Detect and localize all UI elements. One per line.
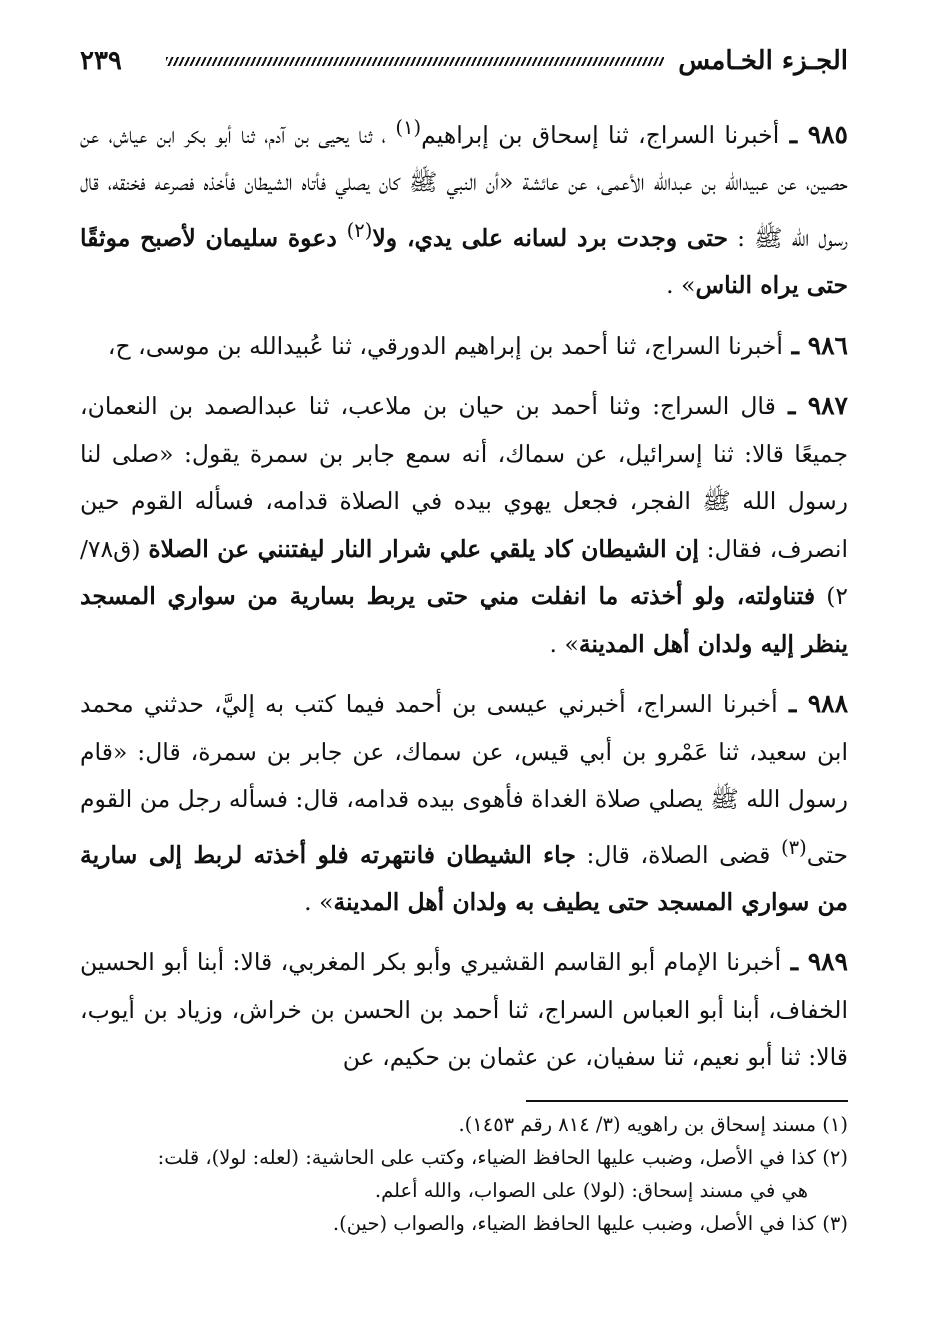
entry-text: أخبرنا السراج، ثنا أحمد بن إبراهيم الدورقي، ثنا عُبيدالله بن موسى، ح، — [107, 331, 783, 360]
footnote-text: كذا في الأصل، وضبب عليها الحافظ الضياء، وكتب على الحاشية: (لعله: لولا)، قلت: — [157, 1146, 817, 1169]
footnote-text: كذا في الأصل، وضبب عليها الحافظ الضياء، والصواب (حين). — [332, 1212, 817, 1235]
entry-text: قضى الصلاة، قال: — [575, 840, 781, 869]
hadith-entry: ٩٨٧ ـ قال السراج: وثنا أحمد بن حيان بن ملاعب، ثنا عبدالصمد بن النعمان، جميعًا قالا: ثنا إسرائيل، عن سماك، أنه سمع جابر بن سمرة يقول: «صلى لنا رسول الله ﷺ الفجر، فجعل يهوي بيده في الصلاة قدامه، فسأله القوم حين انصرف، فقال: إن الشيطان كاد يلقي علي شرار النار ليفتنني عن الصلاة (ق٧٨/ ٢) فتناولته، ولو أخذته ما انفلت مني حتى يربط بسارية من سواري المسجد ينظر إليه ولدان أهل المدينة» . — [80, 391, 848, 658]
entry-number: ٩٨٥ — [807, 119, 848, 149]
footnotes — [80, 1108, 848, 1240]
hadith-matn: إن الشيطان كاد يلقي علي شرار النار ليفتنني عن الصلاة — [148, 534, 699, 563]
footnote-mark: (٢) — [822, 1146, 848, 1169]
page-header — [80, 40, 848, 82]
footnote-mark: (٣) — [822, 1212, 848, 1235]
footnote-continuation: هي في مسند إسحاق: (لولا) على الصواب، والله أعلم. — [374, 1179, 808, 1202]
footnote — [80, 1207, 848, 1240]
hadith-matn: حتى وجدت برد لسانه على يدي، ولا — [372, 223, 729, 252]
page-number: ٢٣٩ — [80, 46, 122, 76]
entry-text: » . — [549, 629, 579, 658]
footnote-text: مسند إسحاق بن راهويه (٣/ ٨١٤ رقم ١٤٥٣). — [458, 1113, 817, 1136]
hadith-entry: ٩٨٥ ـ أخبرنا السراج، ثنا إسحاق بن إبراهيم$^{(١)}$ ، ثنا يحيى بن آدم، ثنا أبو بكر ابن عياش، عن حصين، عن عبيدالله بن عبدالله الأعمى، عن عائشة «أن النبي ﷺ كان يصلي فأتاه الشيطان فأخذه فصرعه فخنقه، قال رسول الله ﷺ : حتى وجدت برد لسانه على يدي، ولا$^{(٢)}$ دعوة سليمان لأصبح موثقًا حتى يراه الناس» . — [80, 116, 848, 300]
footnote — [80, 1108, 848, 1141]
footnote — [80, 1141, 848, 1174]
entry-text: قال السراج: وثنا أحمد بن حيان بن ملاعب، ثنا عبدالصمد بن النعمان، جميعًا قالا: ثنا إسرائيل، عن سماك، أنه سمع جابر بن سمرة يقول: «صلى لنا رسول الله ﷺ الفجر، فجعل يهوي بيده في الصلاة قدامه، فسأله القوم حين انصرف، فقال: — [80, 392, 848, 563]
manuscript-folio-ref: (ق٧٨/ ٢) — [80, 534, 848, 611]
entry-text: ، ثنا يحيى بن آدم، ثنا أبو بكر ابن عياش، عن حصين، عن عبيدالله بن عبدالله الأعمى، عن عائشة «أن النبي ﷺ كان يصلي فأتاه الشيطان فأخذه فصرعه فخنقه، قال رسول الله ﷺ : — [80, 120, 848, 252]
volume-title: الجـزء الخـامس — [678, 46, 848, 76]
entry-text: » . — [304, 887, 334, 916]
hadith-entry: ٩٨٨ ـ أخبرنا السراج، أخبرني عيسى بن أحمد فيما كتب به إليَّ، حدثني محمد ابن سعيد، ثنا عَمْرو بن أبي قيس، عن سماك، عن جابر بن سمرة، قال: «قام رسول الله ﷺ يصلي صلاة الغداة فأهوى بيده قدامه، قال: فسأله رجل من القوم حتى$^{(٣)}$ قضى الصلاة، قال: جاء الشيطان فانتهرته فلو أخذته لربط إلى سارية من سواري المسجد حتى يطيف به ولدان أهل المدينة» . — [80, 689, 849, 916]
entry-number: ٩٨٧ — [807, 391, 848, 421]
entry-text: أخبرنا السراج، أخبرني عيسى بن أحمد فيما كتب به إليَّ، حدثني محمد ابن سعيد، ثنا عَمْرو بن أبي قيس، عن سماك، عن جابر بن سمرة، قال: «قام رسول الله ﷺ يصلي صلاة الغداة فأهوى بيده قدامه، قال: فسأله رجل من القوم حتى — [80, 690, 848, 869]
hadith-matn: دعوة سليمان لأصبح موثقًا حتى يراه الناس — [80, 223, 848, 300]
footnote-mark: (١) — [822, 1113, 848, 1136]
hadith-matn: فتناولته، ولو أخذته ما انفلت مني حتى يربط بسارية من سواري المسجد ينظر إليه ولدان أهل المدينة — [80, 582, 848, 658]
footnote-ref[interactable]: (٣) — [780, 835, 807, 859]
main-text — [80, 104, 848, 1094]
entry-number: ٩٨٩ — [807, 947, 848, 977]
footnote-separator — [526, 1100, 848, 1102]
footnote-ref[interactable]: (١) — [395, 116, 422, 139]
entry-text: أخبرنا الإمام أبو القاسم القشيري وأبو بكر المغربي، قالا: أبنا أبو الحسين الخفاف، أبنا أبو العباس السراج، ثنا أحمد بن الحسن بن خراش، وزياد بن أيوب، قالا: ثنا أبو نعيم، ثنا سفيان، عن عثمان بن حكيم، عن — [80, 948, 848, 1072]
hadith-entry: ٩٨٦ ـ أخبرنا السراج، ثنا أحمد بن إبراهيم الدورقي، ثنا عُبيدالله بن موسى، ح، — [107, 330, 848, 360]
hadith-entry: ٩٨٩ ـ أخبرنا الإمام أبو القاسم القشيري وأبو بكر المغربي، قالا: أبنا أبو الحسين الخفاف، أبنا أبو العباس السراج، ثنا أحمد بن الحسن بن خراش، وزياد بن أيوب، قالا: ثنا أبو نعيم، ثنا سفيان، عن عثمان بن حكيم، عن — [80, 947, 848, 1072]
hadith-matn: جاء الشيطان فانتهرته فلو أخذته لربط إلى سارية من سواري المسجد حتى يطيف به ولدان أهل المدينة — [80, 840, 848, 916]
header-ornamental-rule — [166, 57, 664, 66]
entry-number: ٩٨٨ — [807, 689, 849, 719]
entry-text: » . — [666, 271, 696, 300]
footnote-ref[interactable]: (٢) — [346, 218, 373, 242]
entry-number: ٩٨٦ — [807, 330, 848, 360]
entry-text: أخبرنا السراج، ثنا إسحاق بن إبراهيم — [421, 120, 780, 149]
